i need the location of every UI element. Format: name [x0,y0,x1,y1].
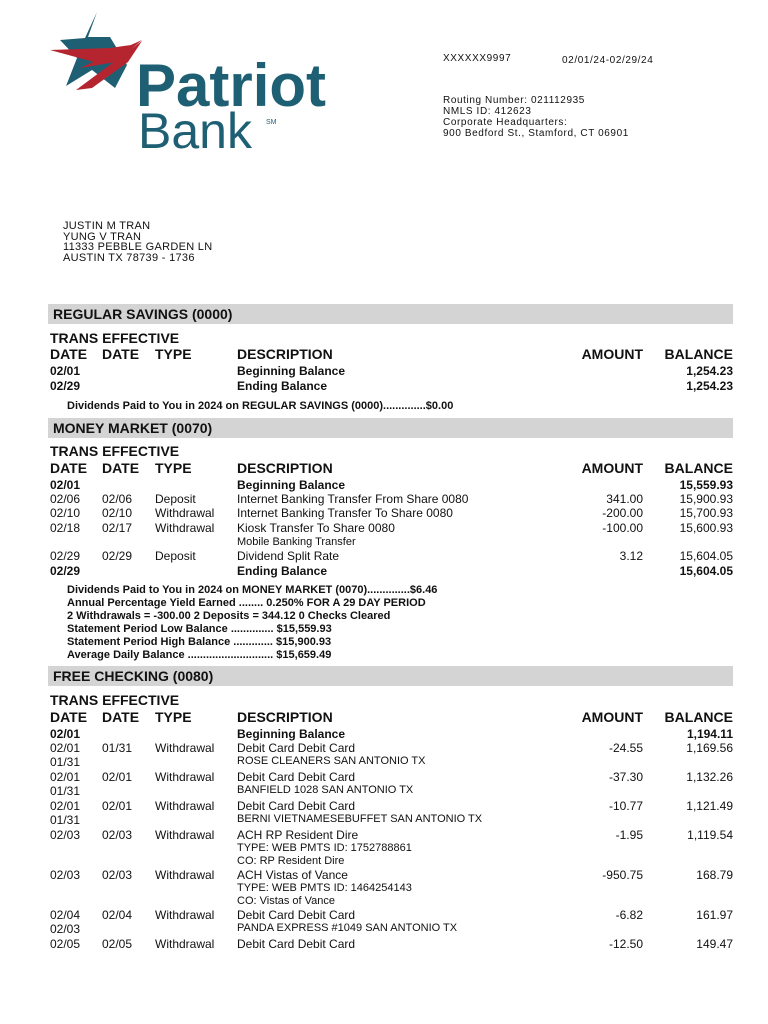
col-date: DATE [50,460,88,476]
row-effective: 02/05 [102,937,133,951]
mm-note: 2 Withdrawals = -300.00 2 Deposits = 344.12 0 Checks Cleared [67,610,391,622]
section-title: MONEY MARKET (0070) [53,420,213,436]
row-amount: -12.50 [608,937,643,951]
row-balance: 15,700.93 [679,506,733,520]
address-line: JUSTIN M TRAN [63,220,151,232]
row-desc: Kiosk Transfer To Share 0080 [237,521,395,535]
col-trans-effective: TRANS EFFECTIVE [50,443,180,459]
col-amount: AMOUNT [581,460,643,476]
row-date: 02/10 [50,506,81,520]
row-balance: 1,121.49 [686,799,733,813]
row-date: 02/01 [50,727,81,741]
row-balance: 15,900.93 [679,492,733,506]
row-date: 02/03 [50,868,81,882]
row-type: Withdrawal [155,828,215,842]
col-effective-date: DATE [102,346,140,362]
mm-note: Annual Percentage Yield Earned ........ 0.250% FOR A 29 DAY PERIOD [67,597,426,609]
section-header-money-market [48,418,733,438]
row-amount: -24.55 [608,741,643,755]
col-description: DESCRIPTION [237,460,333,476]
row-balance: 1,169.56 [686,741,733,755]
row-desc: Ending Balance [237,564,328,578]
row-type: Withdrawal [155,799,215,813]
col-trans-effective: TRANS EFFECTIVE [50,692,180,708]
row-date: 02/01 [50,364,81,378]
row-subdesc: CO: RP Resident Dire [237,855,345,867]
row-subdesc: TYPE: WEB PMTS ID: 1464254143 [237,882,412,894]
col-description: DESCRIPTION [237,346,333,362]
section-title: FREE CHECKING (0080) [53,668,214,684]
address-line: 11333 PEBBLE GARDEN LN [63,241,213,253]
row-effective: 02/04 [102,908,133,922]
row-date: 02/03 [50,828,81,842]
row-desc: Internet Banking Transfer From Share 0080 [237,492,469,506]
row-desc: Debit Card Debit Card [237,937,356,951]
row-type: Withdrawal [155,741,215,755]
row-balance: 161.97 [696,908,733,922]
row-date: 02/01 [50,741,81,755]
row-date: 02/29 [50,549,81,563]
row-subdesc: PANDA EXPRESS #1049 SAN ANTONIO TX [237,922,458,934]
row-subdesc: ROSE CLEANERS SAN ANTONIO TX [237,755,426,767]
row-date: 02/01 [50,478,81,492]
row-effective: 02/01 [102,799,133,813]
col-description: DESCRIPTION [237,709,333,725]
section-header-savings [48,304,733,324]
col-type: TYPE [155,460,192,476]
col-date: DATE [50,709,88,725]
row-type: Deposit [155,492,196,506]
row-type: Withdrawal [155,521,215,535]
row-effective: 01/31 [102,741,133,755]
row-date: 02/05 [50,937,81,951]
row-desc: Debit Card Debit Card [237,799,356,813]
col-effective-date: DATE [102,460,140,476]
row-type: Withdrawal [155,868,215,882]
row-balance: 15,559.93 [679,478,733,492]
hq-address: 900 Bedford St., Stamford, CT 06901 [443,128,629,139]
row-amount: -6.82 [615,908,643,922]
row-desc: ACH RP Resident Dire [237,828,359,842]
row-subdesc: CO: Vistas of Vance [237,895,336,907]
col-balance: BALANCE [664,460,733,476]
row-balance: 1,194.11 [686,727,733,741]
mm-note: Dividends Paid to You in 2024 on MONEY MARKET (0070)..............$6.46 [67,584,438,596]
col-trans-effective: TRANS EFFECTIVE [50,330,180,346]
row-subdesc: Mobile Banking Transfer [237,536,356,548]
row-date: 02/04 [50,908,81,922]
row-amount: -950.75 [602,868,643,882]
row-effective: 02/01 [102,770,133,784]
row-date-secondary: 02/03 [50,922,81,936]
row-desc: Internet Banking Transfer To Share 0080 [237,506,453,520]
section-header-checking [48,666,733,686]
row-amount: -100.00 [602,521,643,535]
row-desc: Beginning Balance [237,364,346,378]
row-date-secondary: 01/31 [50,755,81,769]
row-date: 02/18 [50,521,81,535]
row-balance: 1,119.54 [687,828,733,842]
patriot-bank-logo [50,10,350,160]
row-date: 02/01 [50,770,81,784]
row-balance: 1,254.23 [686,364,733,378]
row-type: Withdrawal [155,770,215,784]
mm-note: Statement Period High Balance ............. $15,900.93 [67,636,332,648]
row-desc: Debit Card Debit Card [237,770,356,784]
row-subdesc: BERNI VIETNAMESEBUFFET SAN ANTONIO TX [237,813,483,825]
row-balance: 149.47 [696,937,733,951]
col-effective-date: DATE [102,709,140,725]
section-title: REGULAR SAVINGS (0000) [53,306,233,322]
mm-note: Statement Period Low Balance .............. $15,559.93 [67,623,332,635]
address-line: YUNG V TRAN [63,230,142,243]
row-balance: 15,604.05 [679,549,733,563]
row-date: 02/06 [50,492,81,506]
col-amount: AMOUNT [581,709,643,725]
row-type: Deposit [155,549,196,563]
row-subdesc: TYPE: WEB PMTS ID: 1752788861 [237,842,412,854]
row-date-secondary: 01/31 [50,813,81,827]
col-date: DATE [50,346,88,362]
row-amount: -200.00 [602,506,643,520]
row-amount: 341.00 [606,492,643,506]
row-balance: 15,600.93 [679,521,733,535]
row-amount: 3.12 [619,549,643,563]
row-date: 02/29 [50,379,81,393]
row-desc: Beginning Balance [237,478,346,492]
row-effective: 02/10 [102,506,133,520]
routing-number: Routing Number: 021112935 [443,95,585,106]
col-type: TYPE [155,709,192,725]
row-date-secondary: 01/31 [50,784,81,798]
nmls-id: NMLS ID: 412623 [443,106,532,117]
row-desc: Beginning Balance [237,727,346,741]
row-date: 02/01 [50,799,81,813]
row-effective: 02/03 [102,868,133,882]
row-desc: Dividend Split Rate [237,549,340,563]
row-date: 02/29 [50,564,81,578]
row-effective: 02/17 [102,521,133,535]
row-balance: 15,604.05 [679,564,733,578]
row-effective: 02/29 [102,549,133,563]
mm-note: Average Daily Balance ............................ $15,659.49 [67,649,332,661]
address-line: AUSTIN TX 78739 - 1736 [63,251,195,264]
row-desc: Debit Card Debit Card [237,741,356,755]
row-type: Withdrawal [155,506,215,520]
row-effective: 02/03 [102,828,133,842]
row-balance: 168.79 [696,868,733,882]
statement-period: 02/01/24-02/29/24 [562,55,654,66]
logo-sm-mark: SM [266,119,277,126]
row-amount: -37.30 [608,770,643,784]
row-amount: -1.95 [615,828,643,842]
row-balance: 1,254.23 [686,379,733,393]
row-desc: ACH Vistas of Vance [237,868,348,882]
row-effective: 02/06 [102,492,133,506]
col-balance: BALANCE [664,346,733,362]
row-desc: Debit Card Debit Card [237,908,356,922]
hq-label: Corporate Headquarters: [443,117,568,128]
col-amount: AMOUNT [581,346,643,362]
row-type: Withdrawal [155,937,215,951]
logo-text-patriot: Patriot [136,52,327,119]
savings-dividend-note: Dividends Paid to You in 2024 on REGULAR SAVINGS (0000)..............$0.00 [67,400,454,412]
row-amount: -10.77 [608,799,643,813]
col-type: TYPE [155,346,192,362]
logo-text-bank: Bank [138,103,252,159]
row-desc: Ending Balance [237,379,328,393]
col-balance: BALANCE [664,709,733,725]
account-number: XXXXXX9997 [443,53,512,64]
row-balance: 1,132.26 [686,770,733,784]
row-subdesc: BANFIELD 1028 SAN ANTONIO TX [237,784,414,796]
row-type: Withdrawal [155,908,215,922]
mailing-address [63,221,212,263]
